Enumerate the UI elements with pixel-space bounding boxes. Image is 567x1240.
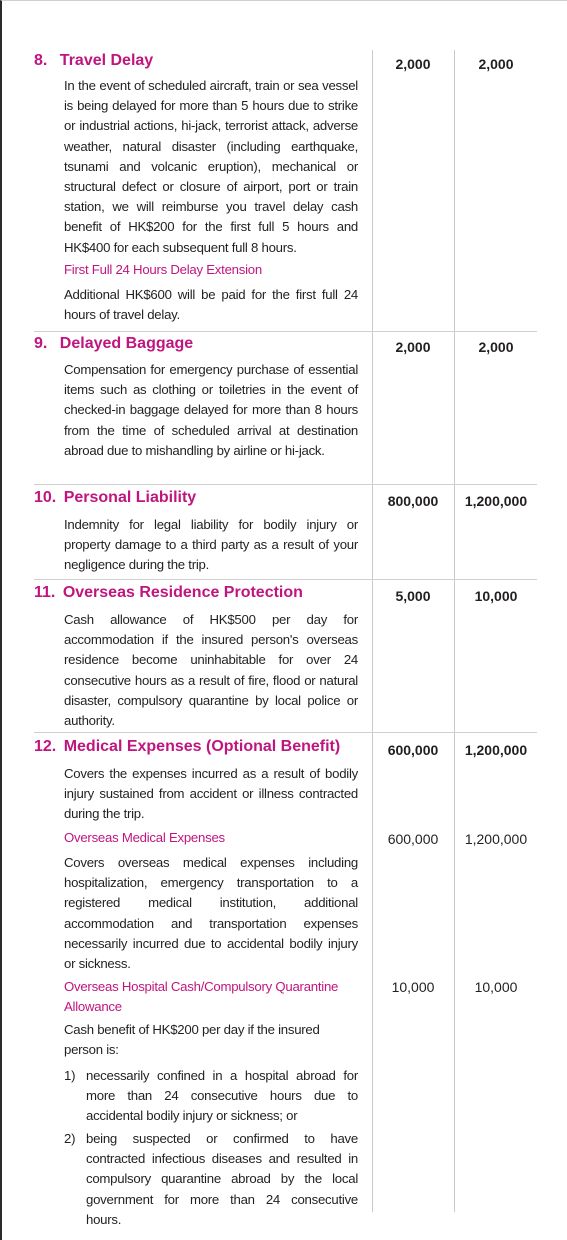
plan-a-amount: 600,000 [387, 742, 439, 758]
column-rule-2 [454, 50, 455, 1212]
section-title: Personal Liability [63, 489, 197, 506]
sub-heading: First Full 24 Hours Delay Extension [64, 262, 262, 277]
sub-plan-b-amount: 1,200,000 [464, 831, 528, 847]
section-description: Covers the expenses incurred as a result of bodily injury sustained from accident or illness contracted during the trip. [64, 766, 358, 822]
list-text: necessarily confined in a hospital abroad for more than 24 consecutive hours due to accidental bodily injury or sickness; or [86, 1068, 358, 1124]
section-divider [34, 484, 537, 485]
list-marker: 2) [64, 1131, 76, 1146]
section-number: 10. [34, 489, 57, 506]
section-number: 8. [34, 52, 48, 69]
sub-heading-overseas-medical: Overseas Medical Expenses [64, 830, 225, 845]
section-title: Delayed Baggage [59, 335, 194, 352]
section-title: Overseas Residence Protection [62, 584, 303, 601]
section-number: 9. [34, 335, 48, 352]
column-rule-1 [372, 50, 373, 1212]
sub-description: Additional HK$600 will be paid for the first full 24 hours of travel delay. [64, 287, 358, 323]
sub-plan-a-amount: 600,000 [387, 831, 439, 847]
plan-b-amount: 2,000 [478, 56, 514, 72]
section-description: Indemnity for legal liability for bodily injury or property damage to a third party as a result of your negligence during the trip. [64, 517, 358, 573]
plan-b-amount: 2,000 [478, 339, 514, 355]
sub-description: Cash benefit of HK$200 per day if the insured person is: [64, 1022, 320, 1058]
section-description: In the event of scheduled aircraft, train or sea vessel is being delayed for more than 5 hours due to strike or industrial actions, hi-jack, terrorist attack, adverse weather, natural disaster (including earthquake, tsunami and volcanic eruption), mechanical or structural defect or closure of airport, port or train station, we will reimburse you travel delay cash benefit of HK$200 for the first full 5 hours and HK$400 for each subsequent full 8 hours. [64, 78, 358, 255]
section-heading [34, 738, 340, 756]
section-title: Travel Delay [59, 52, 154, 69]
section-heading [34, 335, 193, 353]
sub-plan-b-amount: 10,000 [474, 979, 518, 995]
section-heading [34, 52, 153, 70]
section-heading [34, 584, 303, 602]
section-title: Medical Expenses (Optional Benefit) [63, 738, 341, 755]
section-divider [34, 579, 537, 580]
sub-plan-a-amount: 10,000 [391, 979, 435, 995]
section-divider [34, 732, 537, 733]
list-item [64, 1129, 358, 1230]
section-description: Compensation for emergency purchase of essential items such as clothing or toiletries in the event of checked-in baggage delayed for more than 8 hours from the time of scheduled arrival at destination abroad due to mishandling by airline or hi-jack. [64, 362, 358, 458]
plan-a-amount: 2,000 [395, 339, 431, 355]
plan-b-amount: 1,200,000 [464, 742, 528, 758]
sub-description: Covers overseas medical expenses including hospitalization, emergency transportation to a registered medical institution, additional accommodation and transportation expenses necessarily incurred due to accidental bodily injury or sickness. [64, 855, 358, 972]
plan-a-amount: 800,000 [387, 493, 439, 509]
section-divider [34, 331, 537, 332]
section-description: Cash allowance of HK$500 per day for accommodation if the insured person's overseas residence become uninhabitable for over 24 consecutive hours as a result of fire, flood or natural disaster, compulsory quarantine by local police or authority. [64, 612, 358, 729]
list-marker: 1) [64, 1068, 76, 1083]
section-number: 12. [34, 738, 57, 755]
plan-b-amount: 1,200,000 [464, 493, 528, 509]
plan-a-amount: 2,000 [395, 56, 431, 72]
list-item [64, 1066, 358, 1127]
plan-b-amount: 10,000 [474, 588, 518, 604]
section-number: 11. [34, 584, 56, 601]
section-heading [34, 489, 196, 507]
list-text: being suspected or confirmed to have contracted infectious diseases and resulted in compulsory quarantine abroad by the local government for more than 24 consecutive hours. [86, 1131, 358, 1227]
plan-a-amount: 5,000 [395, 588, 431, 604]
sub-heading-hospital-cash: Overseas Hospital Cash/Compulsory Quarantine Allowance [64, 979, 339, 1015]
